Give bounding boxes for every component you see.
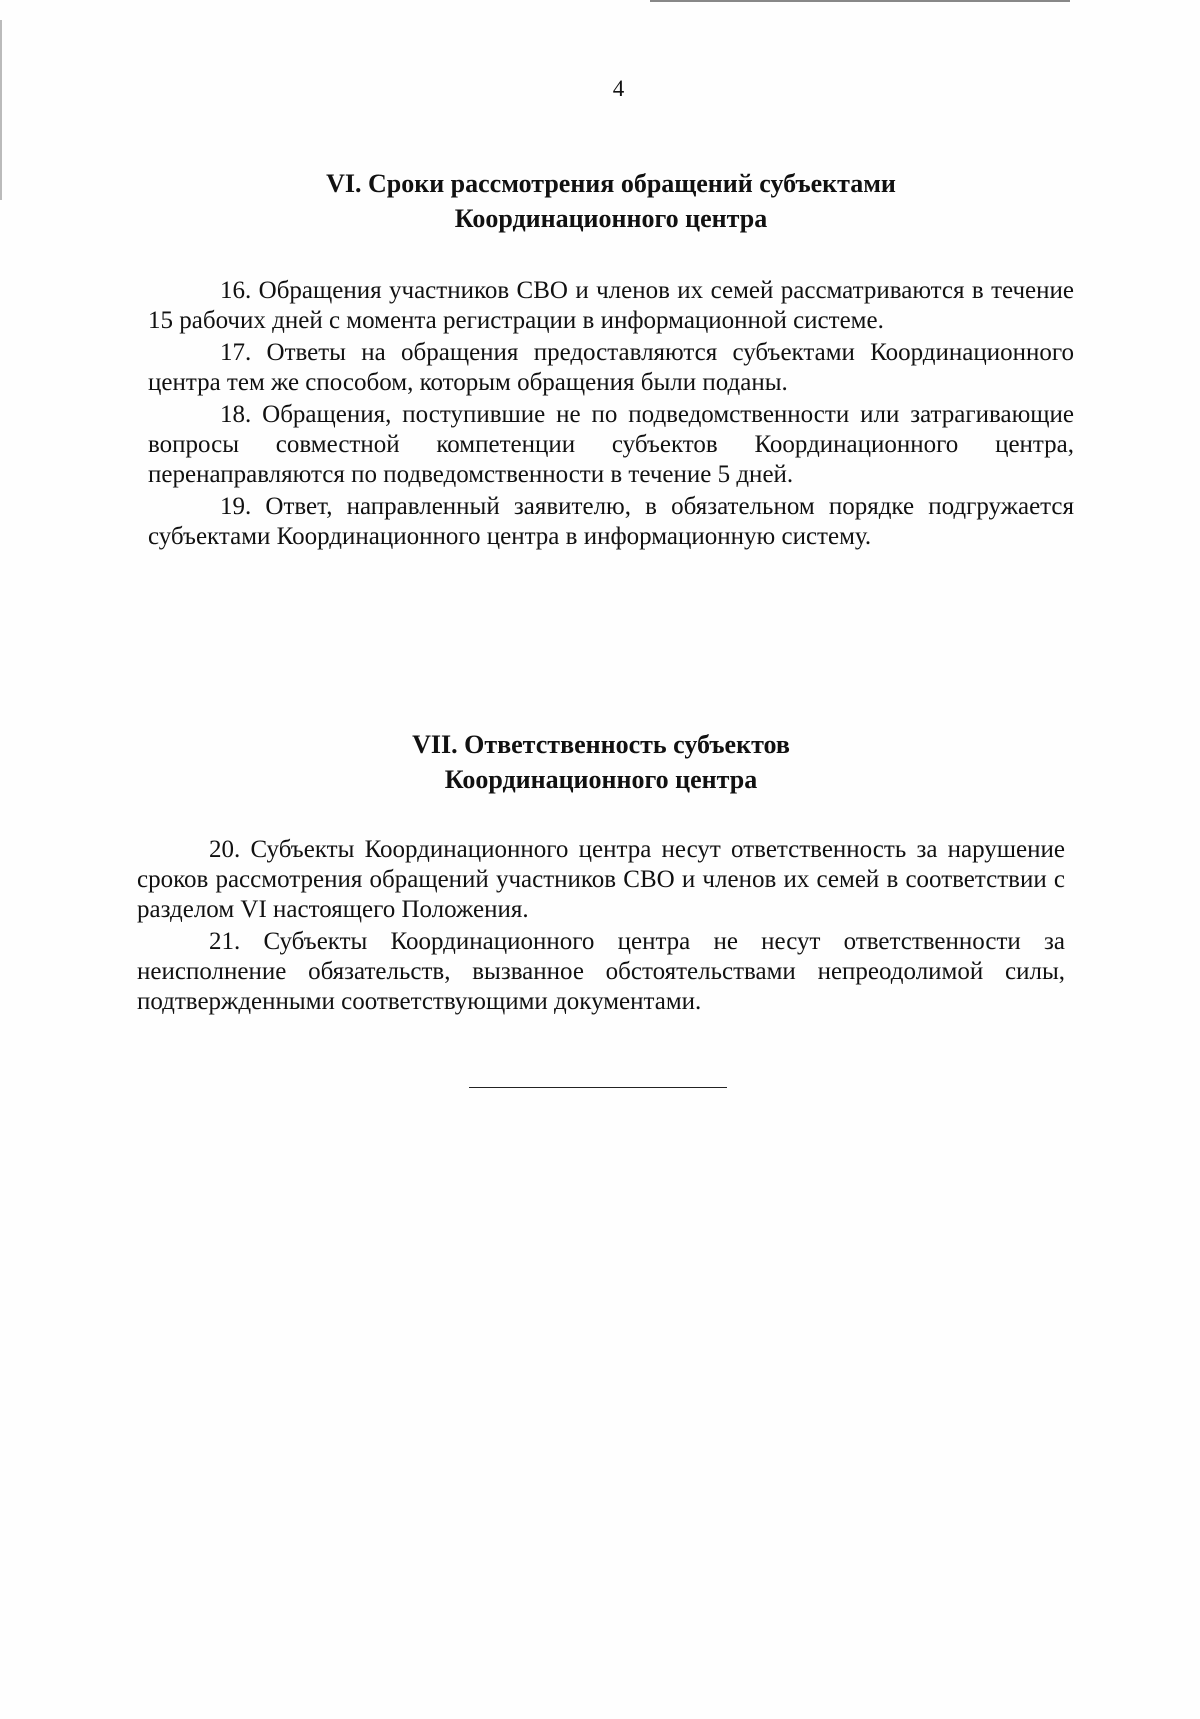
section-vi xyxy=(148,166,1074,554)
scan-edge-mark xyxy=(650,0,1070,2)
paragraph-21: 21. Субъекты Координационного центра не несут ответственности за неисполнение обязательств, вызванное обстоятельствами непреодолимой силы, подтвержденными соответствующими документами. xyxy=(137,928,1065,1015)
end-of-document-rule xyxy=(469,1087,727,1088)
section-heading xyxy=(148,166,1074,236)
paragraph-17: 17. Ответы на обращения предоставляются субъектами Координационного центра тем же способом, которым обращения были поданы. xyxy=(148,339,1074,396)
paragraph-16: 16. Обращения участников СВО и членов их семей рассматриваются в течение 15 рабочих дней с момента регистрации в информационной системе. xyxy=(148,277,1074,334)
section-body xyxy=(137,835,1065,1017)
section-heading-line: Координационного центра xyxy=(444,765,758,794)
paragraph-18: 18. Обращения, поступившие не по подведомственности или затрагивающие вопросы совместной компетенции субъектов Координационного центра, перенаправляются по подведомственности в течение 5 дней. xyxy=(148,401,1074,488)
section-vii xyxy=(137,727,1065,1019)
paragraph-19: 19. Ответ, направленный заявителю, в обязательном порядке подгружается субъектами Координационного центра в информационную систему. xyxy=(148,493,1074,550)
section-heading xyxy=(137,727,1065,797)
scan-edge-mark xyxy=(0,20,2,200)
section-heading-line: VII. Ответственность субъектов xyxy=(412,730,790,759)
section-body xyxy=(148,276,1074,552)
section-heading-line: Координационного центра xyxy=(454,204,768,233)
page-number: 4 xyxy=(612,76,625,101)
paragraph-20: 20. Субъекты Координационного центра несут ответственность за нарушение сроков рассмотрения обращений участников СВО и членов их семей в соответствии с разделом VI настоящего Положения. xyxy=(137,836,1065,923)
section-heading-line: VI. Сроки рассмотрения обращений субъектами xyxy=(326,169,896,198)
